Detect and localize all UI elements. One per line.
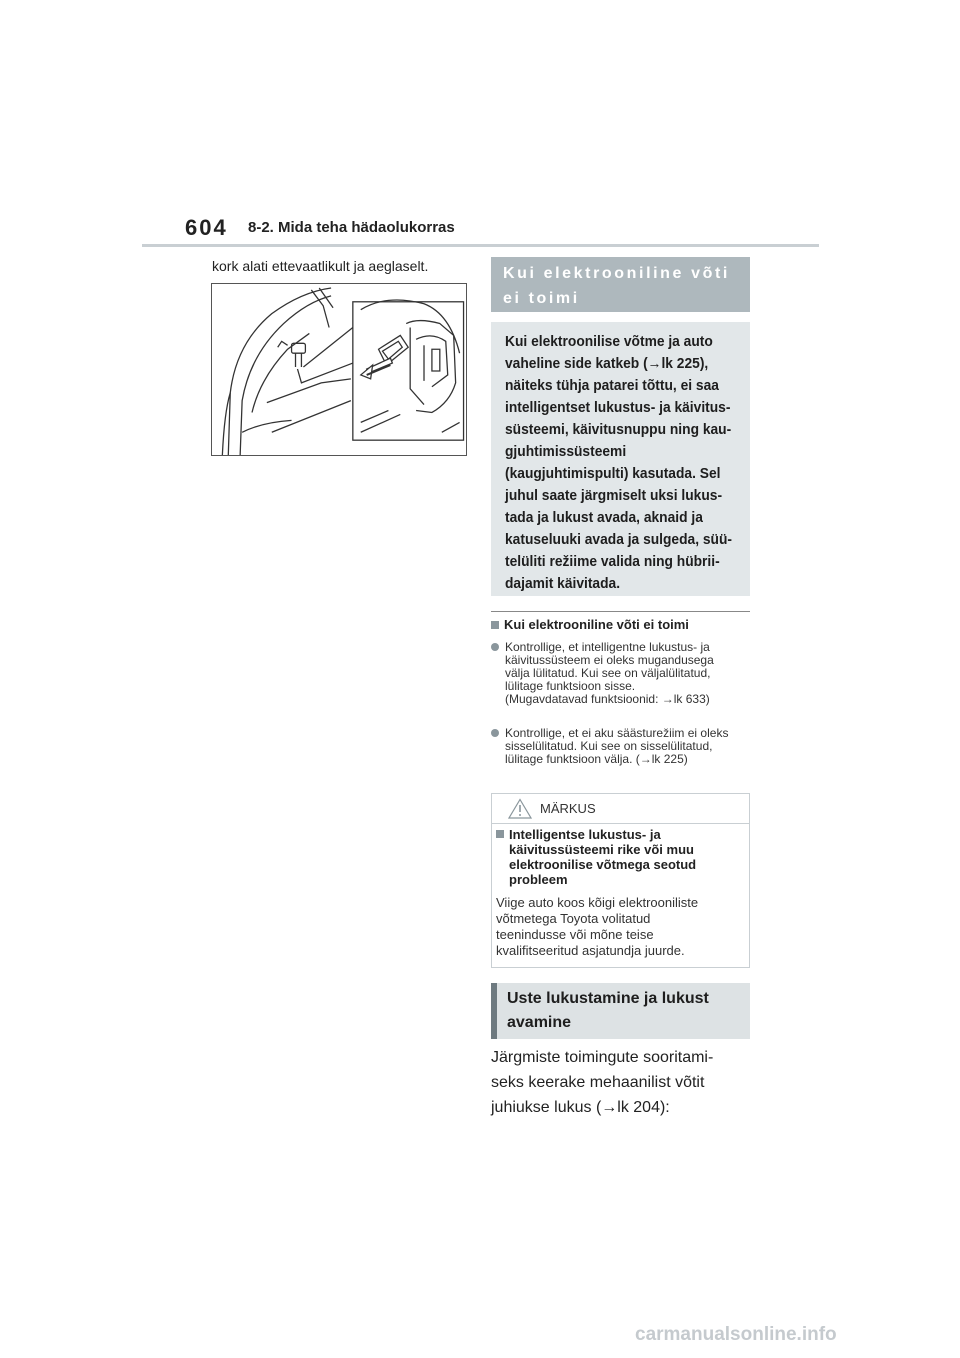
square-bullet-icon [496,830,504,838]
divider [491,611,750,612]
intro-text: kork alati ettevaatlikult ja aeglaselt. [212,258,429,274]
bullet-text: Kontrollige, et intelligentne lukustus- ja käivitussüsteem ei oleks mugandusega välja lülitatud. Kui see on väljalülitatud, lülitage funktsioon sisse. (Mugavdatavad funktsioonid: →lk 633) [505,640,714,706]
notice-label: MÄRKUS [540,801,596,816]
section-title: 8-2. Mida teha hädaolukorras [248,219,455,236]
bullet-item [491,727,751,766]
notice-box [491,793,750,968]
notice-header [492,794,749,824]
header-rule [142,244,819,247]
notice-subheading [496,827,741,887]
warning-triangle-icon [508,798,532,819]
bullet-item [491,641,751,706]
sub-heading-text: Kui elektrooniline võti ei toimi [504,617,689,632]
info-box-text: Kui elektroonilise võtme ja auto vaheline side katkeb (→lk 225), näiteks tühja patarei tõttu, ei saa intelligentset lukustus- ja käivitus-süsteemi, käivitusnuppu ning kau-gjuhtimissüsteemi (kaugjuhtimispulti) kasutada. Sel juhul saate järgmiselt uksi lukus-tada ja lukust avada, aknaid ja katuseluuki avada ja sulgeda, süü-telüliti režiime valida ning hübrii-dajamit käivitada. [505,333,733,592]
page-number: 604 [185,215,228,240]
section-header-key-not-working: Kui elektrooniline võti ei toimi [491,257,750,312]
sub-heading [491,617,689,632]
info-box [491,322,750,596]
bullet-dot-icon [491,729,499,737]
fuel-cap-illustration [211,283,467,456]
section-header-lock-unlock: Uste lukustamine ja lukust avamine [491,983,750,1039]
body-text: Järgmiste toimingute sooritami- seks keerake mehaanilist võtit juhiukse lukus (→lk 204): [491,1049,714,1116]
bullet-dot-icon [491,643,499,651]
square-bullet-icon [491,621,499,629]
notice-subheading-text: Intelligentse lukustus- ja käivitussüsteemi rike või muu elektroonilise võtmega seotud probleem [509,827,697,887]
notice-text: Viige auto koos kõigi elektrooniliste võtmetega Toyota volitatud teenindusse või mõne teise kvalifitseeritud asjatundja juurde. [496,895,699,958]
watermark: carmanualsonline.info [635,1324,837,1345]
bullet-text: Kontrollige, et ei aku säästurežiim ei oleks sisselülitatud. Kui see on sisselülitatud, lülitage funktsioon välja. (→lk 225) [505,726,729,766]
